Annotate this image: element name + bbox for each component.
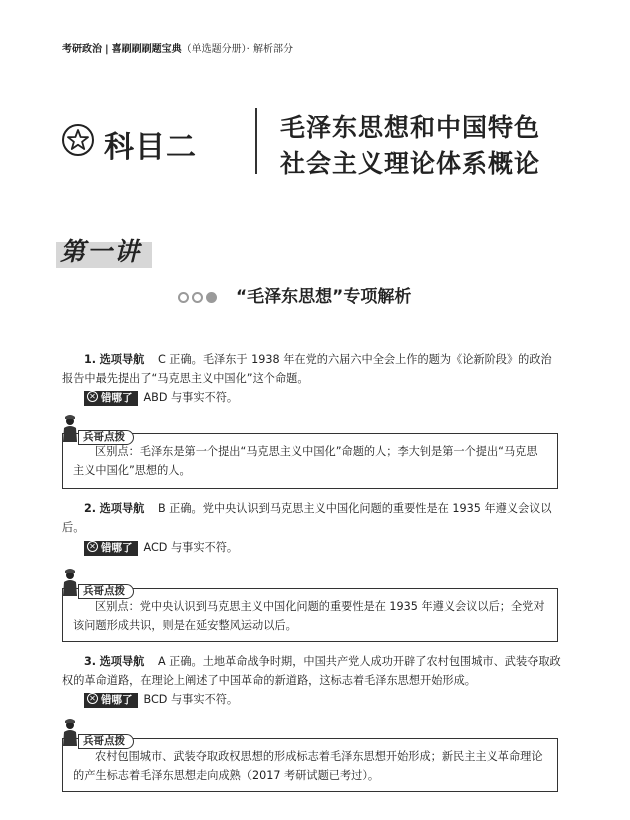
tip-text: 区别点：党中央认识到马克思主义中国化问题的重要性是在 1935 年遵义会议以后；全党对该问题形成共识，则是在延安整风运动以后。	[73, 600, 545, 632]
chapter-heading	[60, 104, 541, 184]
tip-label: 兵哥点拨	[78, 584, 134, 599]
header-separator: |	[105, 44, 109, 55]
wrong-row-2	[84, 540, 238, 556]
wrong-text: ACD 与事实不符。	[143, 541, 239, 554]
wrong-badge	[84, 541, 138, 556]
circles-decoration	[178, 287, 220, 306]
circle-icon	[192, 292, 203, 303]
circle-icon	[178, 292, 189, 303]
answer-text: B 正确。党中央认识到马克思主义中国化问题的重要性是在 1935 年遵义会议以后。	[62, 502, 552, 534]
wrong-row-3	[84, 692, 238, 708]
tip-text: 区别点：毛泽东是第一个提出“马克思主义中国化”命题的人；李大钊是第一个提出“马克思主义中国化”思想的人。	[73, 445, 538, 477]
answer-text: C 正确。毛泽东于 1938 年在党的六届六中全会上作的题为《论新阶段》的政治报告中最先提出了“马克思主义中国化”这个命题。	[62, 353, 552, 385]
question-number: 3.	[84, 655, 97, 668]
tip-box-2	[62, 588, 558, 642]
running-header	[62, 40, 293, 55]
x-circle-icon: ✕	[87, 391, 98, 402]
tip-text: 农村包围城市、武装夺取政权思想的形成标志着毛泽东思想开始形成；新民主主义革命理论的产生标志着毛泽东思想走向成熟（2017 考研试题已考过）。	[73, 750, 543, 782]
question-1	[62, 350, 562, 388]
tip-label: 兵哥点拨	[78, 734, 134, 749]
special-title: “毛泽东思想”专项解析	[236, 287, 412, 307]
star-circle-icon	[62, 124, 94, 156]
wrong-text: BCD 与事实不符。	[143, 693, 239, 706]
wrong-row-1	[84, 390, 238, 406]
header-volume: （单选题分册）	[181, 44, 247, 55]
chapter-title-line2: 社会主义理论体系概论	[280, 149, 541, 178]
wrong-label: 错哪了	[101, 541, 133, 554]
tip-label: 兵哥点拨	[78, 430, 134, 445]
x-circle-icon: ✕	[87, 693, 98, 704]
nav-label: 选项导航	[99, 502, 145, 515]
header-section: · 解析部分	[246, 44, 294, 55]
circle-filled-icon	[206, 292, 217, 303]
tip-box-3	[62, 738, 558, 792]
answer-text: A 正确。土地革命战争时期，中国共产党人成功开辟了农村包围城市、武装夺取政权的革命道路，在理论上阐述了中国革命的新道路，这标志着毛泽东思想开始形成。	[62, 655, 561, 687]
chapter-title-line1: 毛泽东思想和中国特色	[280, 113, 541, 142]
soldier-avatar-icon	[60, 716, 80, 746]
wrong-label: 错哪了	[101, 693, 133, 706]
soldier-avatar-icon	[60, 566, 80, 596]
x-circle-icon: ✕	[87, 541, 98, 552]
lecture-title: 第一讲	[60, 237, 142, 266]
tip-box-1	[62, 433, 558, 489]
chapter-divider	[255, 108, 257, 174]
question-3	[62, 652, 562, 690]
question-number: 1.	[84, 353, 97, 366]
wrong-text: ABD 与事实不符。	[143, 391, 239, 404]
question-2	[62, 499, 562, 537]
wrong-badge	[84, 391, 138, 406]
nav-label: 选项导航	[99, 655, 145, 668]
chapter-subject: 科目二	[104, 130, 197, 165]
nav-label: 选项导航	[99, 353, 145, 366]
wrong-badge	[84, 693, 138, 708]
question-number: 2.	[84, 502, 97, 515]
soldier-avatar-icon	[60, 412, 80, 442]
header-series: 喜刷刷刷题宝典	[111, 44, 182, 55]
wrong-label: 错哪了	[101, 391, 133, 404]
header-book: 考研政治	[62, 44, 102, 55]
